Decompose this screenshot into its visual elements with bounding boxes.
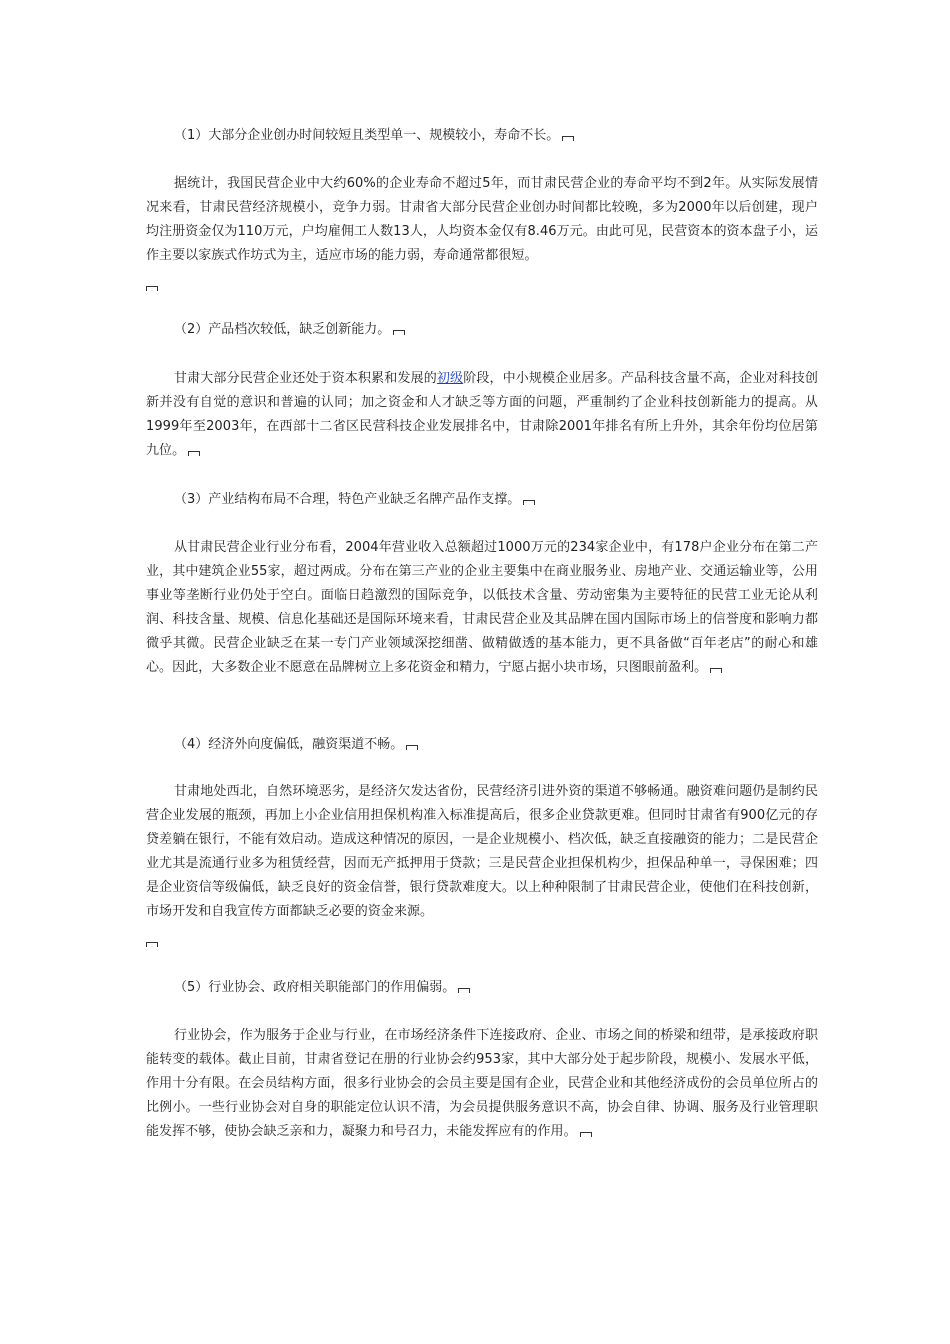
paragraph-end-mark-icon [523,500,535,505]
section-2-heading-text: （2）产品档次较低，缺乏创新能力。 [174,322,391,337]
section-2-paragraph-text-end: 阶段，中小规模企业居多。产品科技含量不高，企业对科技创新并没有自觉的意识和普遍的认同；加之资金和人才缺乏等方面的问题，严重制约了企业科技创新能力的提高。从1999年至2003年，在西部十二省区民营科技企业发展排名中，甘肃除2001年排名有所上升外，其余年份均位居第九位。 [146,371,818,458]
paragraph-end-mark-icon [710,668,722,673]
section-2-heading [174,318,405,342]
section-3-paragraph [146,536,818,680]
section-1-paragraph [146,172,818,268]
paragraph-end-mark-icon [406,745,418,750]
section-4-paragraph [146,780,818,924]
section-5-paragraph-text: 行业协会，作为服务于企业与行业，在市场经济条件下连接政府、企业、市场之间的桥梁和纽带，是承接政府职能转变的载体。截止目前，甘肃省登记在册的行业协会约953家，其中大部分处于起步阶段，规模小、发展水平低，作用十分有限。在会员结构方面，很多行业协会的会员主要是国有企业，民营企业和其他经济成份的会员单位所占的比例小。一些行业协会对自身的职能定位认识不清，为会员提供服务意识不高，协会自律、协调、服务及行业管理职能发挥不够，使协会缺乏亲和力，凝聚力和号召力，未能发挥应有的作用。 [146,1028,818,1139]
paragraph-end-mark-icon [188,451,200,456]
section-5-paragraph [146,1024,818,1144]
paragraph-end-mark-icon [580,1132,592,1137]
term-link[interactable]: 初级 [436,371,464,386]
section-3-paragraph-text: 从甘肃民营企业行业分布看，2004年营业收入总额超过1000万元的234家企业中，有178户企业分布在第二产业，其中建筑企业55家，超过两成。分布在第三产业的企业主要集中在商业服务业、房地产业、交通运输业等，公用事业等垄断行业仍处于空白。面临日趋激烈的国际竞争，以低技术含量、劳动密集为主要特征的民营工业无论从利润、科技含量、规模、信息化基础还是国际环境来看，甘肃民营企业及其品牌在国内国际市场上的信誉度和影响力都微乎其微。民营企业缺乏在某一专门产业领域深挖细凿、做精做透的基本能力，更不具备做“百年老店”的耐心和雄心。因此，大多数企业不愿意在品牌树立上多花资金和精力，宁愿占据小块市场，只图眼前盈利。 [146,540,818,675]
section-3-heading [174,488,535,512]
paragraph-end-mark-icon [562,136,574,141]
section-2-paragraph-text-start: 甘肃大部分民营企业还处于资本积累和发展的 [174,371,437,386]
section-4-heading [174,733,418,757]
paragraph-end-mark-icon [146,942,158,947]
section-1-paragraph-text: 据统计，我国民营企业中大约60%的企业寿命不超过5年，而甘肃民营企业的寿命平均不到2年。从实际发展情况来看，甘肃民营经济规模小，竞争力弱。甘肃省大部分民营企业创办时间都比较晚，多为2000年以后创建，现户均注册资金仅为110万元，户均雇佣工人数13人，人均资本金仅有8.46万元。由此可见，民营资本的资本盘子小，运作主要以家族式作坊式为主，适应市场的能力弱，寿命通常都很短。 [146,176,818,263]
paragraph-end-mark-icon [393,330,405,335]
section-2-paragraph [146,367,818,463]
section-1-heading [174,124,574,148]
section-4-paragraph-text: 甘肃地处西北，自然环境恶劣，是经济欠发达省份，民营经济引进外资的渠道不够畅通。融资难问题仍是制约民营企业发展的瓶颈，再加上小企业信用担保机构准入标准提高后，很多企业贷款更难。但同时甘肃省有900亿元的存贷差躺在银行，不能有效启动。造成这种情况的原因，一是企业规模小、档次低，缺乏直接融资的能力；二是民营企业尤其是流通行业多为租赁经营，因而无产抵押用于贷款；三是民营企业担保机构少，担保品种单一，寻保困难；四是企业资信等级偏低，缺乏良好的资金信誉，银行贷款难度大。以上种种限制了甘肃民营企业，使他们在科技创新，市场开发和自我宣传方面都缺乏必要的资金来源。 [146,784,818,919]
section-4-heading-text: （4）经济外向度偏低，融资渠道不畅。 [174,737,404,752]
section-5-heading [174,976,470,1000]
paragraph-end-mark-icon [146,286,158,291]
section-5-heading-text: （5）行业协会、政府相关职能部门的作用偏弱。 [174,980,456,995]
section-3-heading-text: （3）产业结构布局不合理，特色产业缺乏名牌产品作支撑。 [174,492,521,507]
paragraph-end-mark-icon [458,988,470,993]
section-1-heading-text: （1）大部分企业创办时间较短且类型单一、规模较小，寿命不长。 [174,128,560,143]
